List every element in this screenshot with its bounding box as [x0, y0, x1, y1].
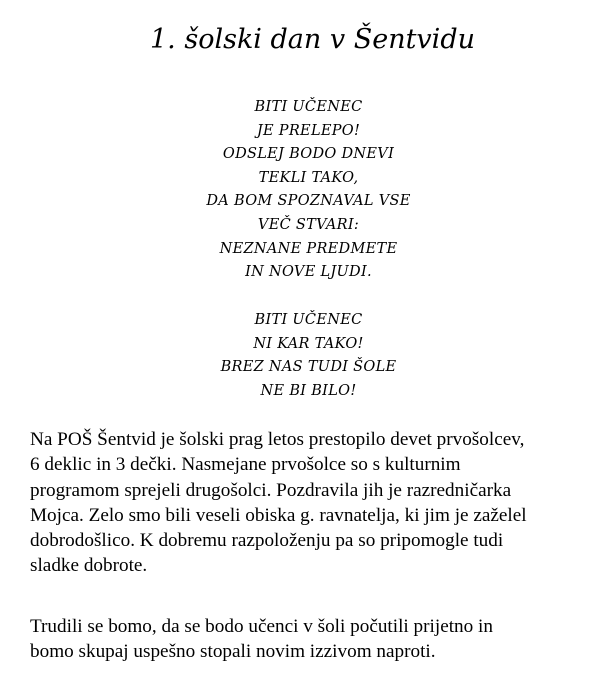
paragraph-line: sladke dobrote.: [30, 555, 148, 577]
poem-line: BITI UČENEC: [254, 99, 363, 115]
document-title: 1. šolski dan v Šentvidu: [150, 24, 475, 55]
paragraph-line: Mojca. Zelo smo bili veseli obiska g. ravnatelja, ki jim je zaželel: [30, 504, 527, 526]
paragraph-line: Trudili se bomo, da se bodo učenci v šoli počutili prijetno in: [30, 616, 493, 637]
poem-line: NEZNANE PREDMETE: [219, 240, 398, 257]
poem-line: VEČ STVARI:: [257, 216, 360, 233]
body-paragraph-1: [30, 427, 590, 579]
poem-line: BREZ NAS TUDI ŠOLE: [220, 359, 397, 376]
poem-line: ODSLEJ BODO DNEVI: [222, 146, 395, 163]
paragraph-line: programom sprejeli drugošolci. Pozdravila jih je razredničarka: [30, 479, 512, 501]
poem-line: TEKLI TAKO,: [258, 169, 359, 186]
poem-line: DA BOM SPOZNAVAL VSE: [206, 193, 411, 210]
paragraph-line: bomo skupaj uspešno stopali novim izzivom naproti.: [30, 641, 436, 663]
paragraph-line: Na POŠ Šentvid je šolski prag letos prestopilo devet prvošolcev,: [30, 429, 525, 450]
poem-stanza-1: [0, 96, 597, 285]
poem-stanza-2: [0, 309, 597, 403]
poem-line: BITI UČENEC: [254, 312, 363, 328]
paragraph-line: 6 deklic in 3 dečki. Nasmejane prvošolce so s kulturnim: [30, 454, 461, 476]
poem-line: JE PRELEPO!: [256, 122, 361, 139]
body-paragraph-2: [30, 614, 590, 665]
poem-line: IN NOVE LJUDI.: [245, 264, 372, 281]
poem-line: NI KAR TAKO!: [253, 335, 364, 352]
paragraph-line: dobrodošlico. K dobremu razpoloženju pa so pripomogle tudi: [30, 530, 504, 552]
poem-line: NE BI BILO!: [260, 382, 357, 399]
